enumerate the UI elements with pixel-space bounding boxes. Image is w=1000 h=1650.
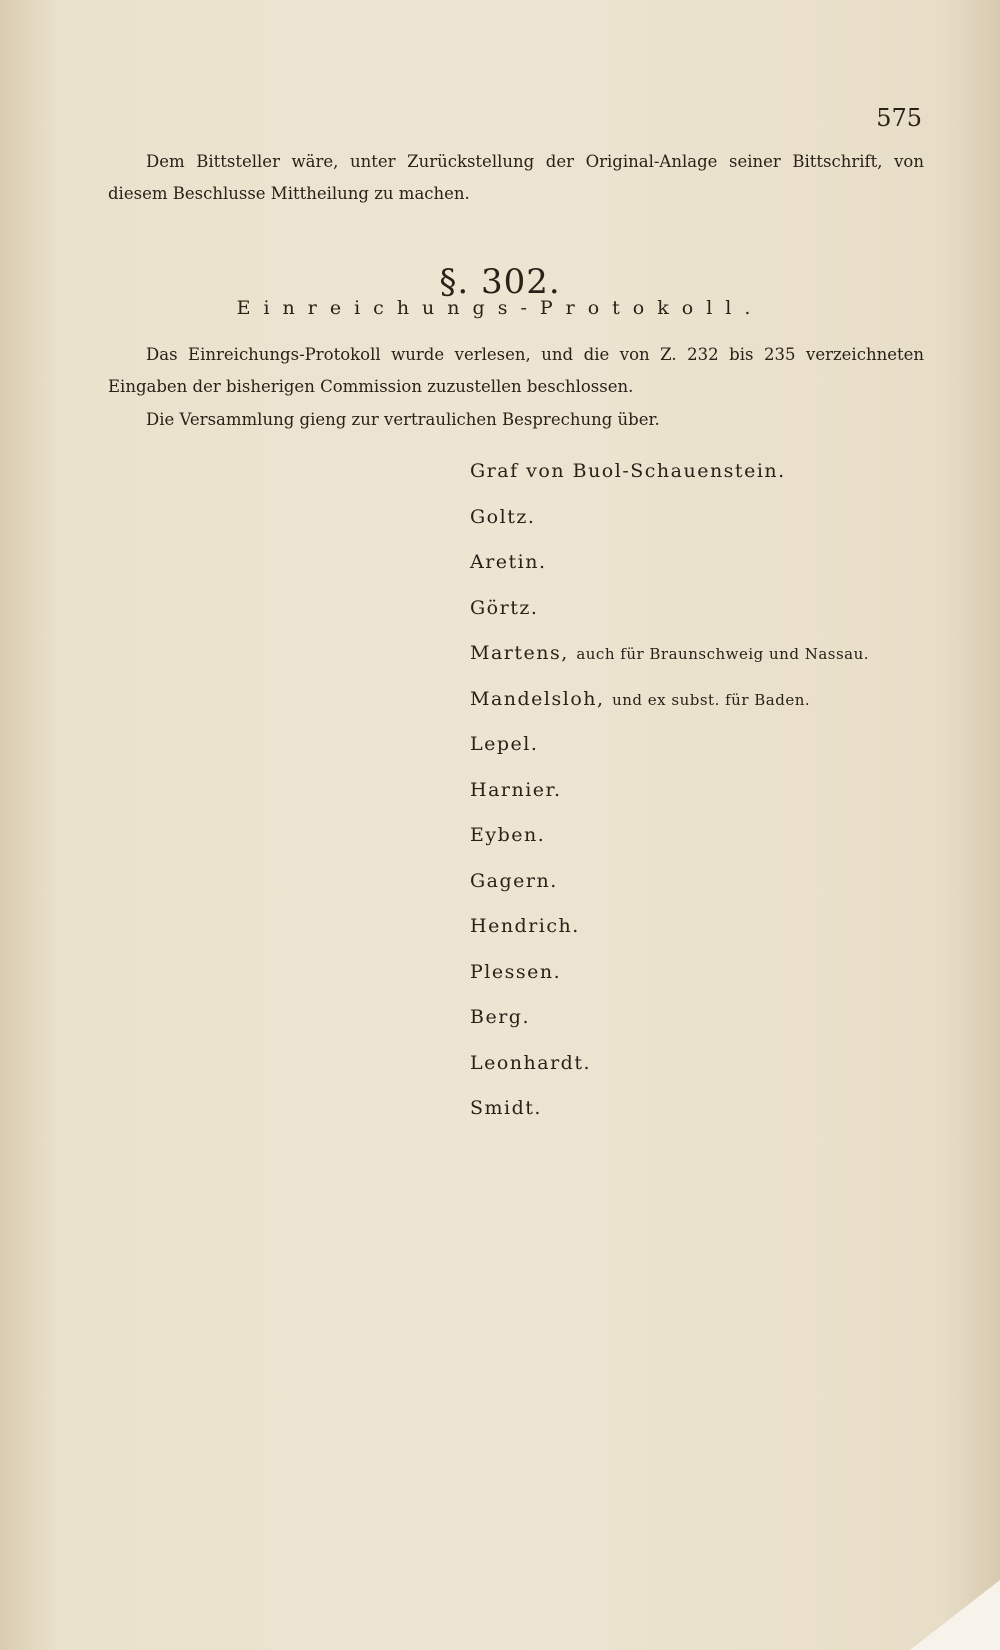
signatory [470, 1006, 869, 1052]
signatory-name: Hendrich. [470, 915, 580, 937]
page-number: 575 [876, 104, 922, 132]
signatory [470, 915, 869, 961]
signatory [470, 870, 869, 916]
signatory-name: Smidt. [470, 1097, 542, 1119]
signatory [470, 506, 869, 552]
signatory-name: Goltz. [470, 505, 536, 528]
section-number: §. 302. [439, 262, 561, 302]
signatory-name: Aretin. [470, 551, 547, 573]
paragraph-assembly: Die Versammlung gieng zur vertraulichen Besprechung über. [146, 410, 660, 429]
signatory-name: Martens, [470, 642, 569, 664]
signatory-name: Eyben. [470, 824, 546, 846]
section-title: Einreichungs-Protokoll. [236, 297, 764, 319]
signatory-name: Leonhardt. [470, 1051, 592, 1074]
page-corner-fold [910, 1580, 1000, 1650]
signatory [470, 460, 869, 506]
signatory-note: und ex subst. für Baden. [612, 690, 811, 709]
signatory-list [470, 460, 869, 1143]
signatory-name: Harnier. [470, 778, 562, 801]
signatory-name: Plessen. [470, 960, 562, 983]
signatory [470, 688, 869, 734]
signatory [470, 824, 869, 870]
signatory [470, 642, 869, 688]
signatory [470, 961, 869, 1007]
signatory [470, 597, 869, 643]
signatory-name: Berg. [470, 1006, 530, 1028]
signatory [470, 733, 869, 779]
signatory [470, 551, 869, 597]
signatory-note: auch für Braunschweig und Nassau. [576, 645, 870, 663]
signatory-name: Lepel. [470, 733, 539, 755]
paragraph-decision-notice: Dem Bittsteller wäre, unter Zurückstellung der Original-Anlage seiner Bittschrift, von diesem Beschlusse Mittheilung zu machen. [108, 152, 924, 203]
signatory-name: Görtz. [470, 596, 539, 619]
paragraph-protocol: Das Einreichungs-Protokoll wurde verlesen, und die von Z. 232 bis 235 verzeichneten Eingaben der bisherigen Commission zuzustellen beschlossen. [108, 345, 924, 396]
signatory-name: Graf von Buol-Schauenstein. [470, 460, 786, 482]
signatory [470, 1097, 869, 1143]
signatory-name: Mandelsloh, [470, 687, 605, 710]
signatory-name: Gagern. [470, 869, 558, 892]
signatory [470, 779, 869, 825]
signatory [470, 1052, 869, 1098]
